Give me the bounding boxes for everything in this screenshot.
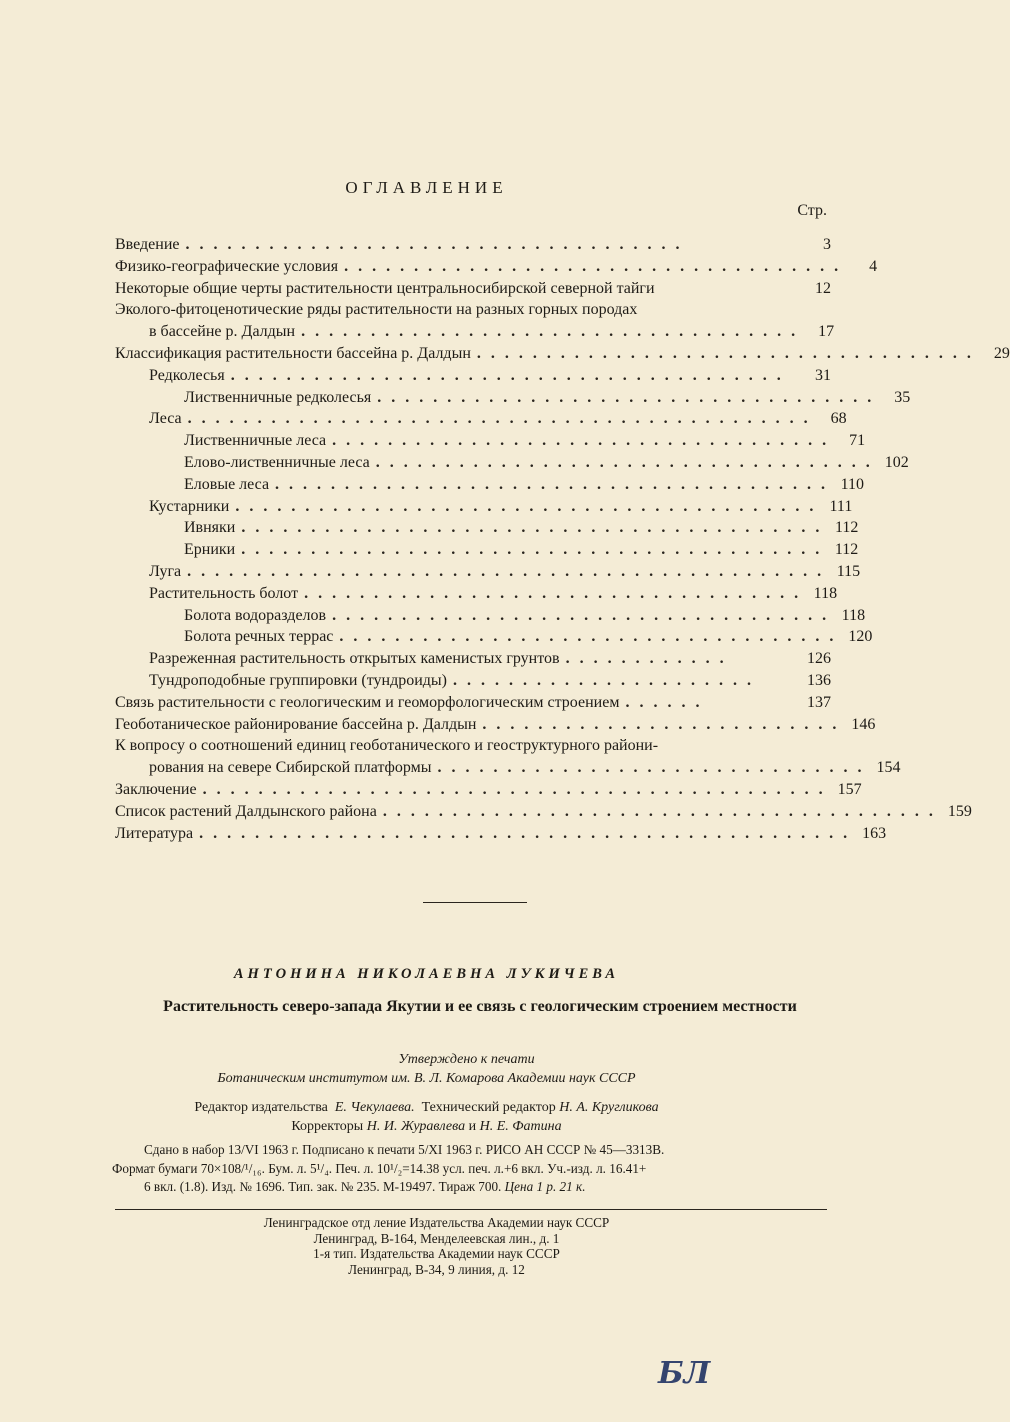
toc-entry: Тундроподобные группировки (тундроиды) . . . . . . . . . . . . . . . . . . . . . . 136 [149,671,831,689]
page-column-label: Стр. [797,202,827,219]
toc-entry: Луга . . . . . . . . . . . . . . . . . . . . . . . . . . . . . . . . . . . . . . . . . . . . . . 115 [149,562,861,580]
toc-entry: Леса . . . . . . . . . . . . . . . . . . . . . . . . . . . . . . . . . . . . . . . . . . . . . 68 [149,410,847,428]
toc-entry: Заключение . . . . . . . . . . . . . . . . . . . . . . . . . . . . . . . . . . . . . . . . . . . . . 157 [115,780,862,798]
book-title: Растительность северо-запада Якутии и ее связь с геологическим строением местности [163,998,797,1015]
imprint-line: 6 вкл. (1.8). Изд. № 1696. Тип. зак. № 235. М-19497. Тираж 700. Цена 1 р. 21 к. [144,1179,586,1194]
toc-entry: Кустарники . . . . . . . . . . . . . . . . . . . . . . . . . . . . . . . . . . . . . . . . . . 111 [149,497,853,515]
approval-line-1: Утверждено к печати [398,1052,535,1067]
editors-credits: Редактор издательства Е. Чекулаева. Технический редактор Н. А. Кругликова Корректоры Н. И. Журавлева и Н. Е. Фатина [194,1100,659,1134]
toc-entry: Растительность болот . . . . . . . . . . . . . . . . . . . . . . . . . . . . . . . . . . . . 118 [149,584,838,602]
imprint-line: Формат бумаги 70×108/¹/₁₆. Бум. л. 5¹/₄. Печ. л. 10¹/₂=14.38 усл. печ. л.+6 вкл. Уч.-изд. л. 16.41+ [112,1160,647,1176]
price: Цена 1 р. 21 к. [504,1179,586,1194]
toc-entry: Список растений Далдынского района . . . . . . . . . . . . . . . . . . . . . . . . . . . . . . . . . . . . . . . . 159 [115,802,972,820]
publisher-info: Ленинградское отд ление Издательства Академии наук СССР Ленинград, В-164, Менделеевская лин., д. 1 1-я тип. Издательства Академии наук СССР Ленинград, В-34, 9 линия, д. 12 [263,1215,610,1277]
table-of-contents [115,234,1010,844]
toc-entry: Связь растительности с геологическим и геоморфологическим строением . . . . . . 137 [115,693,831,711]
toc-entry: Болота водоразделов . . . . . . . . . . . . . . . . . . . . . . . . . . . . . . . . . . . . 118 [184,606,866,624]
toc-entry: Физико-географические условия . . . . . . . . . . . . . . . . . . . . . . . . . . . . . . . . . . . . 4 [115,257,878,275]
separator-rule [423,902,527,903]
toc-entry: Ивняки . . . . . . . . . . . . . . . . . . . . . . . . . . . . . . . . . . . . . . . . . . 112 [184,519,859,537]
imprint-line: Сдано в набор 13/VI 1963 г. Подписано к печати 5/XI 1963 г. РИСО АН СССР № 45—3313В. [144,1142,665,1157]
print-imprint [112,1141,834,1197]
approval-line-2: Ботаническим институтом им. В. Л. Комарова Академии наук СССР [217,1071,636,1086]
toc-entry: Болота речных террас . . . . . . . . . . . . . . . . . . . . . . . . . . . . . . . . . . . . 120 [184,628,873,646]
toc-entry: Елово-лиственничные леса . . . . . . . . . . . . . . . . . . . . . . . . . . . . . . . . . . . . 102 [184,453,909,471]
author-name: АНТОНИНА НИКОЛАЕВНА ЛУКИЧЕВА [233,966,620,982]
toc-entry: К вопросу о соотношений единиц геоботанического и геоструктурного райони- рования на севере Сибирской платформы . . . . . . . . . . . . . . . . . . . . . . . . . . . . . . . 154 [115,737,901,777]
approval-note [0,1050,853,1088]
toc-entry: Введение . . . . . . . . . . . . . . . . . . . . . . . . . . . . . . . . . . . . 3 [115,236,831,253]
toc-title: ОГЛАВЛЕНИЕ [345,178,508,197]
toc-entry: Эколого-фитоценотические ряды растительности на разных горных породах в бассейне р. Далдын . . . . . . . . . . . . . . . . . . . . . . . . . . . . . . . . . . . . 17 [115,301,835,341]
toc-entry: Геоботаническое районирование бассейна р. Далдын . . . . . . . . . . . . . . . . . . . . . . . . . . 146 [115,715,876,733]
toc-entry: Литература . . . . . . . . . . . . . . . . . . . . . . . . . . . . . . . . . . . . . . . . . . . . . . . 163 [115,824,887,842]
toc-entry: Разреженная растительность открытых каменистых грунтов . . . . . . . . . . . . 126 [149,650,831,668]
toc-entry: Некоторые общие черты растительности центральносибирской северной тайги 12 [115,279,831,297]
toc-entry: Лиственничные леса . . . . . . . . . . . . . . . . . . . . . . . . . . . . . . . . . . . . 71 [184,432,866,450]
toc-entry: Лиственничные редколесья . . . . . . . . . . . . . . . . . . . . . . . . . . . . . . . . . . . . 35 [184,388,911,406]
toc-entry: Классификация растительности бассейна р. Далдын . . . . . . . . . . . . . . . . . . . . . . . . . . . . . . . . . . . . 29 [115,344,1010,362]
toc-entry: Еловые леса . . . . . . . . . . . . . . . . . . . . . . . . . . . . . . . . . . . . . . . . 110 [184,475,865,493]
separator-rule [115,1209,827,1210]
toc-entry: Ерники . . . . . . . . . . . . . . . . . . . . . . . . . . . . . . . . . . . . . . . . . . 112 [184,541,859,559]
toc-entry: Редколесья . . . . . . . . . . . . . . . . . . . . . . . . . . . . . . . . . . . . . . . . 31 [149,366,831,384]
handwritten-mark: БЛ [658,1356,711,1391]
